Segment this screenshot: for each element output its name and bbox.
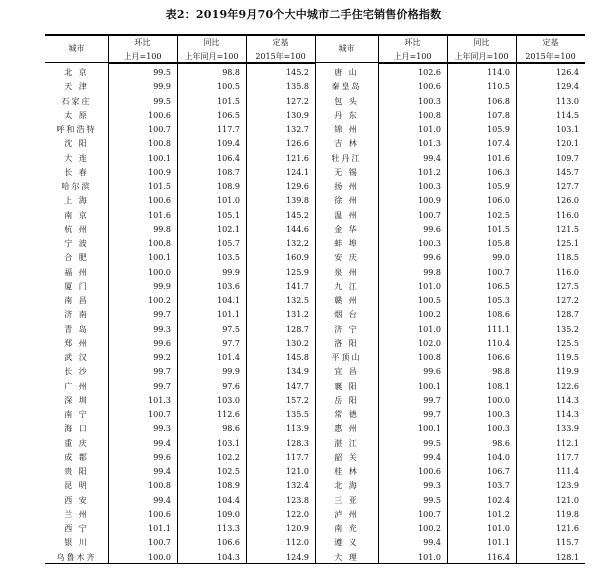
- mom-value: 100.1: [148, 253, 171, 263]
- mom-value: 100.3: [418, 239, 441, 248]
- city-name: 赣 州: [334, 296, 359, 305]
- mom-value: 100.2: [418, 524, 441, 533]
- fixed-value: 121.6: [286, 153, 309, 163]
- header-yoy-base: 上年同月=100: [184, 52, 239, 61]
- fixed-value: 112.1: [556, 438, 579, 448]
- fixed-value: 118.5: [556, 253, 579, 263]
- yoy-value: 117.7: [217, 125, 240, 134]
- yoy-value: 116.4: [487, 552, 510, 562]
- fixed-value: 120.1: [556, 139, 579, 149]
- yoy-value: 103.1: [217, 438, 240, 448]
- fixed-value: 127.7: [556, 182, 579, 191]
- city-name: 丹 东: [334, 110, 359, 120]
- mom-value: 100.6: [148, 509, 171, 519]
- yoy-value: 103.0: [217, 395, 240, 405]
- fixed-value: 125.5: [556, 338, 579, 348]
- city-name: 深 圳: [64, 395, 89, 405]
- fixed-value: 125.1: [556, 239, 579, 248]
- fixed-value: 115.7: [556, 538, 579, 548]
- fixed-value: 141.7: [286, 281, 309, 291]
- yoy-value: 100.7: [487, 267, 510, 277]
- mom-value: 101.0: [418, 125, 441, 134]
- yoy-value: 104.4: [217, 495, 240, 505]
- mom-value: 100.6: [418, 82, 441, 92]
- mom-value: 100.8: [148, 481, 171, 491]
- header-mom-base: 上月=100: [393, 52, 432, 61]
- mom-value: 101.3: [418, 139, 441, 149]
- fixed-value: 130.9: [286, 110, 309, 120]
- yoy-value: 101.1: [217, 310, 240, 320]
- mom-value: 101.1: [148, 524, 171, 533]
- mom-value: 100.9: [418, 196, 441, 206]
- mom-value: 100.1: [148, 153, 171, 163]
- yoy-value: 97.7: [222, 338, 240, 348]
- yoy-value: 101.0: [487, 524, 510, 533]
- city-name: 上 海: [64, 196, 89, 206]
- city-name: 长 沙: [64, 367, 89, 377]
- yoy-value: 112.6: [217, 410, 240, 419]
- header-yoy: 同比: [473, 38, 490, 47]
- mom-value: 100.1: [418, 424, 441, 434]
- mom-value: 100.0: [148, 552, 171, 562]
- mom-value: 100.6: [148, 110, 171, 120]
- yoy-value: 102.5: [217, 467, 240, 476]
- yoy-value: 105.9: [487, 125, 510, 134]
- yoy-value: 113.3: [217, 524, 240, 533]
- mom-value: 100.6: [418, 467, 441, 476]
- mom-value: 100.9: [148, 167, 171, 177]
- city-name: 贵 阳: [64, 467, 89, 476]
- fixed-value: 124.1: [286, 167, 309, 177]
- yoy-value: 101.5: [217, 96, 240, 106]
- mom-value: 101.0: [418, 281, 441, 291]
- yoy-value: 106.8: [487, 96, 510, 106]
- header-yoy: 同比: [203, 38, 220, 47]
- fixed-value: 103.1: [556, 125, 579, 134]
- yoy-value: 109.0: [217, 509, 240, 519]
- header-city: 城市: [338, 44, 355, 53]
- yoy-value: 110.4: [487, 338, 510, 348]
- yoy-value: 105.9: [487, 182, 510, 191]
- city-name: 惠 州: [334, 424, 359, 434]
- mom-value: 99.4: [423, 153, 441, 163]
- header-subrule: [108, 63, 315, 64]
- city-name: 杭 州: [64, 224, 89, 234]
- city-name: 秦皇岛: [331, 82, 362, 92]
- fixed-value: 130.2: [286, 338, 309, 348]
- mom-value: 100.0: [148, 267, 171, 277]
- city-name: 宜 昌: [334, 367, 359, 377]
- fixed-value: 144.6: [286, 224, 309, 234]
- header-mom-base: 上月=100: [123, 52, 162, 61]
- fixed-value: 123.9: [556, 481, 579, 491]
- fixed-value: 128.7: [556, 310, 579, 320]
- yoy-value: 104.0: [487, 452, 510, 462]
- city-name: 牡丹江: [331, 153, 362, 163]
- yoy-value: 108.9: [217, 182, 240, 191]
- city-name: 广 州: [64, 381, 89, 391]
- mom-value: 99.7: [153, 381, 171, 391]
- fixed-value: 116.0: [556, 267, 579, 277]
- city-name: 北 京: [64, 68, 89, 77]
- mom-value: 100.3: [418, 96, 441, 106]
- city-name: 昆 明: [64, 481, 89, 491]
- yoy-value: 101.4: [217, 353, 240, 362]
- fixed-value: 131.2: [286, 310, 309, 320]
- city-name: 长 春: [64, 167, 89, 177]
- fixed-value: 127.5: [556, 281, 579, 291]
- city-name: 太 原: [64, 110, 89, 120]
- city-name: 天 津: [64, 82, 89, 92]
- header-fixed-base: 2015年=100: [525, 52, 576, 61]
- yoy-value: 101.1: [487, 538, 510, 548]
- fixed-value: 114.3: [556, 395, 579, 405]
- mom-value: 99.7: [153, 310, 171, 320]
- city-name: 西 宁: [64, 524, 89, 533]
- fixed-value: 145.7: [556, 167, 579, 177]
- fixed-value: 124.9: [286, 552, 309, 562]
- mom-value: 99.4: [153, 438, 171, 448]
- fixed-value: 114.3: [556, 410, 579, 419]
- mom-value: 99.4: [423, 452, 441, 462]
- mom-value: 99.3: [153, 324, 171, 334]
- yoy-value: 97.5: [222, 324, 240, 334]
- city-name: 三 亚: [334, 495, 359, 505]
- fixed-value: 117.7: [556, 452, 579, 462]
- yoy-value: 108.9: [217, 481, 240, 491]
- city-name: 济 宁: [334, 324, 359, 334]
- fixed-value: 116.0: [556, 210, 579, 220]
- mom-value: 101.6: [148, 210, 171, 220]
- yoy-value: 100.5: [217, 82, 240, 92]
- fixed-value: 119.8: [556, 509, 579, 519]
- city-name: 泸 州: [334, 509, 359, 519]
- mom-value: 100.7: [418, 509, 441, 519]
- yoy-value: 109.4: [217, 139, 240, 149]
- city-name: 南 昌: [64, 296, 89, 305]
- yoy-value: 98.8: [492, 367, 510, 377]
- city-name: 锦 州: [334, 125, 359, 134]
- mom-value: 100.2: [418, 310, 441, 320]
- yoy-value: 103.7: [487, 481, 510, 491]
- yoy-value: 98.6: [222, 424, 240, 434]
- fixed-value: 128.7: [286, 324, 309, 334]
- fixed-value: 121.6: [556, 524, 579, 533]
- fixed-value: 132.7: [286, 125, 309, 134]
- yoy-value: 105.7: [217, 239, 240, 248]
- yoy-value: 102.2: [217, 452, 240, 462]
- yoy-value: 102.4: [487, 495, 510, 505]
- city-name: 南 宁: [64, 410, 89, 419]
- city-name: 襄 阳: [334, 381, 359, 391]
- mom-value: 100.2: [148, 296, 171, 305]
- mom-value: 100.7: [148, 538, 171, 548]
- mom-value: 101.3: [148, 395, 171, 405]
- yoy-value: 106.3: [487, 167, 510, 177]
- fixed-value: 128.1: [556, 552, 579, 562]
- mom-value: 100.7: [148, 125, 171, 134]
- city-name: 温 州: [334, 210, 359, 220]
- fixed-value: 113.0: [556, 96, 579, 106]
- city-name: 武 汉: [64, 353, 89, 362]
- fixed-value: 119.9: [556, 367, 579, 377]
- yoy-value: 100.3: [487, 424, 510, 434]
- fixed-value: 132.2: [286, 239, 309, 248]
- yoy-value: 99.9: [222, 267, 240, 277]
- fixed-value: 135.2: [556, 324, 579, 334]
- fixed-value: 157.2: [286, 395, 309, 405]
- yoy-value: 104.3: [217, 552, 240, 562]
- yoy-value: 106.0: [487, 196, 510, 206]
- yoy-value: 102.1: [217, 224, 240, 234]
- yoy-value: 106.5: [217, 110, 240, 120]
- yoy-value: 100.3: [487, 410, 510, 419]
- city-name: 湛 江: [334, 438, 359, 448]
- mom-value: 99.9: [153, 281, 171, 291]
- header-fixed: 定基: [542, 38, 559, 47]
- city-name: 吉 林: [334, 139, 359, 149]
- city-name: 金 华: [334, 224, 359, 234]
- fixed-value: 127.2: [286, 96, 309, 106]
- fixed-value: 139.8: [286, 196, 309, 206]
- yoy-value: 99.9: [222, 367, 240, 377]
- city-name: 烟 台: [334, 310, 359, 320]
- city-name: 常 德: [334, 410, 359, 419]
- mom-value: 99.6: [153, 338, 171, 348]
- yoy-value: 106.5: [487, 281, 510, 291]
- city-name: 石家庄: [61, 96, 92, 106]
- fixed-value: 114.5: [556, 110, 579, 120]
- fixed-value: 126.0: [556, 196, 579, 206]
- mom-value: 99.7: [153, 367, 171, 377]
- mom-value: 99.5: [153, 96, 171, 106]
- city-name: 安 庆: [334, 253, 359, 263]
- yoy-value: 108.1: [487, 381, 510, 391]
- city-name: 银 川: [64, 538, 89, 548]
- mom-value: 100.5: [418, 296, 441, 305]
- mom-value: 99.4: [423, 538, 441, 548]
- mom-value: 100.3: [418, 182, 441, 191]
- yoy-value: 106.4: [217, 153, 240, 163]
- yoy-value: 114.0: [487, 68, 510, 77]
- yoy-value: 111.1: [487, 324, 510, 334]
- yoy-value: 105.3: [487, 296, 510, 305]
- fixed-value: 132.5: [286, 296, 309, 305]
- fixed-value: 132.4: [286, 481, 309, 491]
- fixed-value: 145.2: [286, 210, 309, 220]
- fixed-value: 126.4: [556, 68, 579, 77]
- mom-value: 101.5: [148, 182, 171, 191]
- header-fixed-base: 2015年=100: [255, 52, 306, 61]
- mom-value: 99.5: [423, 495, 441, 505]
- city-name: 无 锡: [334, 167, 359, 177]
- fixed-value: 134.9: [286, 367, 309, 377]
- city-name: 哈尔滨: [61, 182, 92, 191]
- mom-value: 99.6: [423, 253, 441, 263]
- fixed-value: 119.5: [556, 353, 579, 362]
- yoy-value: 103.5: [217, 253, 240, 263]
- mom-value: 100.7: [148, 410, 171, 419]
- fixed-value: 128.3: [286, 438, 309, 448]
- yoy-value: 101.2: [487, 509, 510, 519]
- city-name: 福 州: [64, 267, 89, 277]
- header-city: 城市: [68, 44, 85, 53]
- yoy-value: 98.8: [222, 68, 240, 77]
- mom-value: 102.0: [418, 338, 441, 348]
- mom-value: 99.4: [153, 467, 171, 476]
- fixed-value: 126.6: [286, 139, 309, 149]
- mom-value: 101.2: [418, 167, 441, 177]
- fixed-value: 109.7: [556, 153, 579, 163]
- yoy-value: 101.0: [217, 196, 240, 206]
- fixed-value: 121.0: [286, 467, 309, 476]
- mom-value: 99.6: [423, 224, 441, 234]
- city-name: 厦 门: [64, 281, 89, 291]
- header-mom: 环比: [134, 38, 151, 47]
- fixed-value: 113.9: [286, 424, 309, 434]
- price-index-table: [45, 34, 585, 564]
- city-name: 韶 关: [334, 452, 359, 462]
- fixed-value: 145.8: [286, 353, 309, 362]
- fixed-value: 129.6: [286, 182, 309, 191]
- fixed-value: 127.2: [556, 296, 579, 305]
- fixed-value: 147.7: [286, 381, 309, 391]
- yoy-value: 101.5: [487, 224, 510, 234]
- city-name: 包 头: [334, 96, 359, 106]
- city-name: 郑 州: [64, 338, 89, 348]
- city-name: 唐 山: [334, 68, 359, 77]
- header-fixed: 定基: [272, 38, 289, 47]
- header-subrule-right: [378, 63, 585, 64]
- city-name: 大 理: [334, 552, 359, 562]
- fixed-value: 125.9: [286, 267, 309, 277]
- fixed-value: 117.7: [286, 452, 309, 462]
- fixed-value: 129.4: [556, 82, 579, 92]
- header-yoy-base: 上年同月=100: [454, 52, 509, 61]
- fixed-value: 122.0: [286, 509, 309, 519]
- city-name: 洛 阳: [334, 338, 359, 348]
- city-name: 宁 波: [64, 239, 89, 248]
- fixed-value: 133.9: [556, 424, 579, 434]
- mom-value: 101.0: [418, 324, 441, 334]
- city-name: 重 庆: [64, 438, 89, 448]
- mom-value: 100.6: [148, 196, 171, 206]
- mom-value: 99.6: [153, 452, 171, 462]
- city-name: 南 京: [64, 210, 89, 220]
- mom-value: 99.4: [153, 495, 171, 505]
- yoy-value: 104.1: [217, 296, 240, 305]
- yoy-value: 97.6: [222, 381, 240, 391]
- fixed-value: 111.4: [556, 467, 579, 476]
- fixed-value: 122.6: [556, 381, 579, 391]
- header-mom: 环比: [404, 38, 421, 47]
- fixed-value: 145.2: [286, 68, 309, 77]
- yoy-value: 108.7: [217, 167, 240, 177]
- city-name: 遵 义: [334, 538, 359, 548]
- mom-value: 99.2: [153, 353, 171, 362]
- city-name: 大 连: [64, 153, 89, 163]
- city-name: 南 充: [334, 524, 359, 533]
- fixed-value: 160.9: [286, 253, 309, 263]
- city-name: 沈 阳: [64, 139, 89, 149]
- city-name: 桂 林: [334, 467, 359, 476]
- city-name: 扬 州: [334, 182, 359, 191]
- yoy-value: 99.0: [492, 253, 510, 263]
- mom-value: 101.0: [418, 552, 441, 562]
- yoy-value: 105.1: [217, 210, 240, 220]
- city-name: 呼和浩特: [56, 125, 97, 134]
- mom-value: 99.8: [153, 224, 171, 234]
- mom-value: 100.8: [418, 110, 441, 120]
- yoy-value: 106.6: [487, 353, 510, 362]
- mom-value: 100.8: [418, 353, 441, 362]
- yoy-value: 107.4: [487, 139, 510, 149]
- mom-value: 99.8: [423, 267, 441, 277]
- city-name: 乌鲁木齐: [56, 552, 97, 562]
- city-name: 徐 州: [334, 196, 359, 206]
- yoy-value: 110.5: [487, 82, 510, 92]
- fixed-value: 121.5: [556, 224, 579, 234]
- mom-value: 100.8: [148, 239, 171, 248]
- fixed-value: 135.5: [286, 410, 309, 419]
- yoy-value: 105.8: [487, 239, 510, 248]
- city-name: 青 岛: [64, 324, 89, 334]
- fixed-value: 112.0: [286, 538, 309, 548]
- city-name: 兰 州: [64, 509, 89, 519]
- yoy-value: 101.6: [487, 153, 510, 163]
- mom-value: 99.5: [153, 68, 171, 77]
- city-name: 成 都: [64, 452, 89, 462]
- yoy-value: 100.0: [487, 395, 510, 405]
- mom-value: 99.6: [423, 367, 441, 377]
- fixed-value: 135.8: [286, 82, 309, 92]
- city-name: 济 南: [64, 310, 89, 320]
- city-name: 蚌 埠: [334, 239, 359, 248]
- mom-value: 99.3: [423, 481, 441, 491]
- mom-value: 99.9: [153, 82, 171, 92]
- city-name: 海 口: [64, 424, 89, 434]
- city-name: 泉 州: [334, 267, 359, 277]
- city-name: 平顶山: [331, 353, 362, 362]
- table-title: 表2：2019年9月70个大中城市二手住宅销售价格指数: [165, 8, 442, 21]
- yoy-value: 98.6: [492, 438, 510, 448]
- mom-value: 99.7: [423, 395, 441, 405]
- yoy-value: 103.6: [217, 281, 240, 291]
- fixed-value: 121.0: [556, 495, 579, 505]
- mom-value: 99.3: [153, 424, 171, 434]
- mom-value: 99.5: [423, 438, 441, 448]
- city-name: 岳 阳: [334, 395, 359, 405]
- yoy-value: 106.6: [217, 538, 240, 548]
- yoy-value: 107.8: [487, 110, 510, 120]
- mom-value: 100.7: [418, 210, 441, 220]
- city-name: 西 安: [64, 495, 89, 505]
- city-name: 合 肥: [64, 253, 89, 263]
- yoy-value: 106.7: [487, 467, 510, 476]
- city-name: 九 江: [334, 281, 359, 291]
- mom-value: 100.8: [148, 139, 171, 149]
- fixed-value: 123.8: [286, 495, 309, 505]
- yoy-value: 108.6: [487, 310, 510, 320]
- mom-value: 102.6: [418, 68, 441, 77]
- mom-value: 100.1: [418, 381, 441, 391]
- mom-value: 99.7: [423, 410, 441, 419]
- city-name: 北 海: [334, 481, 359, 491]
- fixed-value: 120.9: [286, 524, 309, 533]
- yoy-value: 102.5: [487, 210, 510, 220]
